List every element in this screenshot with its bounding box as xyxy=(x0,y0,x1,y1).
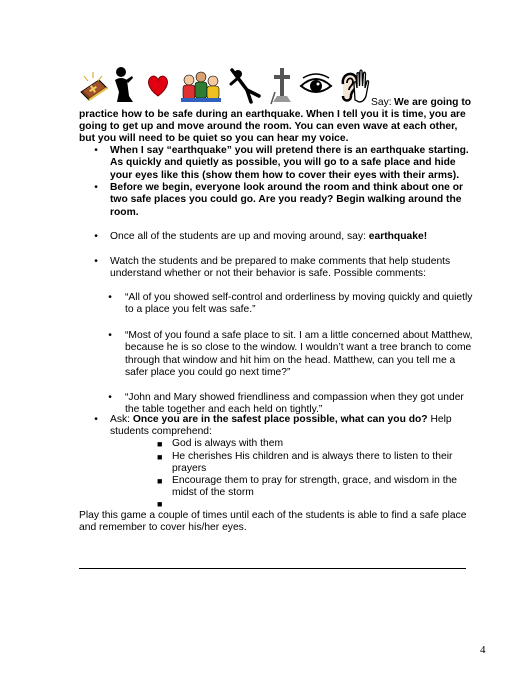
comment-line: “All of you showed self-control and orderliness by moving quickly and quietly xyxy=(125,292,473,303)
once-text: Once all of the students are up and moving around, say: xyxy=(110,231,366,242)
bullet-line: When I say “earthquake” you will pretend there is an earthquake starting. xyxy=(110,145,469,156)
intro-line-4: but you will need to be quiet so you can hear my voice. xyxy=(79,133,349,144)
bullet-dot: • xyxy=(94,256,98,267)
closing-line-1: Play this game a couple of times until each of the students is able to find a safe place xyxy=(79,510,467,521)
bullet-dot: • xyxy=(108,330,112,341)
bullet-line: room. xyxy=(110,206,139,218)
comment-line: “John and Mary showed friendliness and compassion when they got under xyxy=(125,392,464,403)
comprehend-line: prayers xyxy=(172,463,207,475)
watch-line: understand whether or not their behavior is safe. Possible comments: xyxy=(110,268,426,280)
hand-icon xyxy=(351,66,371,106)
stretching-figure-icon xyxy=(229,66,263,106)
comprehend-line: Encourage them to pray for strength, grace, and wisdom in the xyxy=(172,475,458,486)
once-bold: earthquake! xyxy=(368,231,428,242)
ask-line-1 xyxy=(110,414,485,426)
comprehend-line: He cherishes His children and is always there to listen to their xyxy=(172,451,453,462)
bullet-line: your eyes like this (show them how to cover their eyes with their arms). xyxy=(110,169,460,181)
icon-strip xyxy=(79,66,369,108)
comprehend-item xyxy=(172,475,482,500)
closing-line-2: and remember to cover his/her eyes. xyxy=(79,522,247,533)
bullet-before-we-begin xyxy=(110,182,480,219)
comprehend-line: midst of the storm xyxy=(172,487,254,499)
bullet-dot: • xyxy=(94,145,98,156)
comment-line: through that window and hit him on the head. Matthew, can you tell me a xyxy=(125,354,456,366)
bullet-line: Before we begin, everyone look around the room and think about one or xyxy=(110,182,463,193)
bullet-dot: • xyxy=(94,414,98,425)
comprehend-line: God is always with them xyxy=(172,438,284,449)
watch-line: Watch the students and be prepared to make comments that help students xyxy=(110,256,451,267)
praying-child-icon xyxy=(111,66,137,106)
bible-icon xyxy=(79,66,109,106)
comprehend-item xyxy=(172,438,482,450)
comment-matthew xyxy=(125,330,485,380)
children-group-icon xyxy=(179,66,223,106)
bullet-earthquake-instructions xyxy=(110,145,480,182)
comment-line: to a place you felt was safe.” xyxy=(125,304,256,316)
ask-line-2: students comprehend: xyxy=(110,426,212,438)
cross-icon xyxy=(269,66,295,106)
ask-paragraph xyxy=(110,414,485,439)
intro-line-3: going to get up and move around the room. You can even wave at each other, xyxy=(79,121,458,132)
say-label: Say: xyxy=(371,97,392,108)
bullet-dot: • xyxy=(94,182,98,193)
comment-line: because he is so close to the window. I wouldn’t want a tree branch to come xyxy=(125,342,472,354)
comprehend-item xyxy=(172,451,482,476)
intro-line-2: practice how to be safe during an earthquake. When I tell you it is time, you are xyxy=(79,109,466,120)
square-bullet: ■ xyxy=(157,452,163,462)
horizontal-rule xyxy=(79,568,466,569)
page-number: 4 xyxy=(480,644,486,656)
comment-self-control xyxy=(125,292,485,317)
ask-after: Help xyxy=(430,414,452,425)
square-bullet: ■ xyxy=(157,499,163,509)
square-bullet: ■ xyxy=(157,439,163,449)
ask-label: Ask: xyxy=(110,414,131,425)
eye-icon xyxy=(299,66,333,106)
bullet-dot: • xyxy=(108,392,112,403)
comment-line: “Most of you found a safe place to sit. I am a little concerned about Matthew, xyxy=(125,330,473,341)
bullet-line: As quickly and quietly as possible, you will go to a safe place and hide xyxy=(110,157,456,169)
square-bullet: ■ xyxy=(157,476,163,486)
bullet-dot: • xyxy=(94,231,98,242)
once-line xyxy=(110,231,480,243)
comment-line: the table together and each held on tightly.” xyxy=(125,404,323,416)
watch-paragraph xyxy=(110,256,480,281)
ask-question: Once you are in the safest place possible, what can you do? xyxy=(132,414,428,425)
comment-line: safer place you could go next time?” xyxy=(125,367,291,379)
heart-icon xyxy=(145,66,171,106)
say-text-start: We are going to xyxy=(394,97,472,108)
bullet-line: two safe places you could go. Are you ready? Begin walking around the xyxy=(110,194,462,206)
bullet-dot: • xyxy=(108,292,112,303)
